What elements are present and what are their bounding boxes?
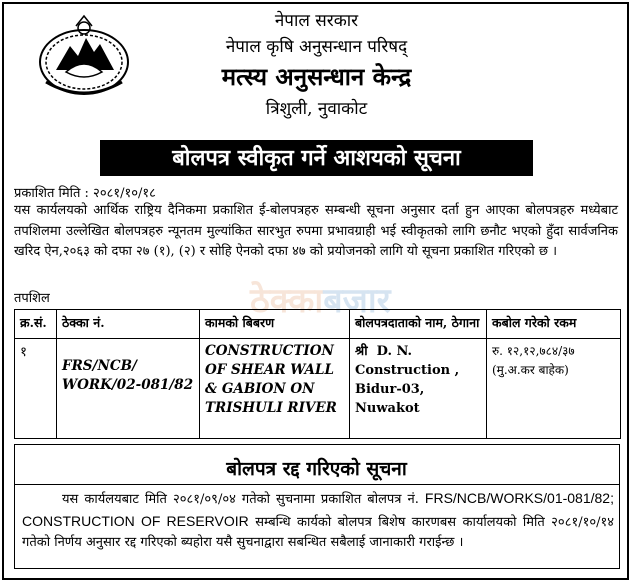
cancellation-text — [22, 488, 614, 554]
table-row — [15, 339, 621, 439]
cell-work-description: CONSTRUCTION OF SHEAR WALL & GABION ON TRISHULI RIVER — [200, 339, 350, 439]
cell-contract-number: FRS/NCB/ WORK/02-081/82 — [57, 339, 200, 439]
bidder-name: D. N. Construction , — [355, 344, 460, 378]
col-header-sn: क्र.सं. — [15, 310, 57, 339]
cell-amount — [487, 339, 621, 439]
cancellation-divider — [14, 484, 620, 485]
bid-amount-note: (मु.अ.कर बाहेक) — [492, 363, 569, 377]
cancellation-text-start: यस कार्यलयबाट मिति २०८१/०९/०४ गतेको सुचनामा प्रकाशित बोलपत्र नं. — [62, 492, 419, 507]
header-government: नेपाल सरकार — [274, 11, 359, 31]
details-label: तपशिल — [14, 291, 50, 306]
col-header-contract: ठेक्का नं. — [57, 310, 200, 339]
col-header-amount: कबोल गरेको रकम — [487, 310, 621, 339]
header-office: मत्स्य अनुसन्धान केन्द्र — [221, 62, 412, 91]
watermark-part1: ठेक्का — [250, 281, 324, 321]
notice-paragraph: यस कार्यलयको आर्थिक राष्ट्रिय दैनिकमा प्रकाशित ई-बोलपत्रहरु सम्बन्धी सूचना अनुसार दर्ता हुन आएका बोलपत्रहरु मध्येबाट तपशिलमा उल्लेखित बोलपत्रहरु न्यूनतम मुल्यांकित सारभुत रुपमा प्रभावग्राही भई स्वीकृतको लागि छनौट भएको हुँदा सार्वजनिक खरिद ऐन,२०६३ को दफा २७ (१), (२) र सोहि ऐनको दफा ४७ को प्रयोजनको लागि यो सूचना प्रकाशित गरिएको छ । — [14, 203, 618, 259]
bidder-name-line — [355, 342, 481, 380]
cell-sn: १ — [15, 339, 57, 439]
bid-amount: रु. १२,१२,७८४/३७ — [492, 344, 575, 358]
award-table — [14, 309, 621, 439]
notice-title-banner: बोलपत्र स्वीकृत गर्ने आशयको सूचना — [100, 140, 533, 176]
col-header-work: कामको बिबरण — [200, 310, 350, 339]
cancellation-text-end: सम्बन्धि कार्यको बोलपत्र बिशेष कारणबस कार्यालयको मिति २०८१/१०/१४ गतेको निर्णय अनुसार रद्द गरिएको ब्यहोरा यसै सुचनाद्वारा सबन्धित सबैलाई जानाकारी गराईन्छ । — [22, 514, 615, 550]
watermark-part2: बजार — [323, 281, 391, 321]
cancelled-contract-reference: FRS/NCB/WORKS/01-081/82; CONSTRUCTION OF RESERVOIR — [22, 490, 614, 529]
published-date: प्रकाशित मिति : २०८१/१०/१८ — [14, 186, 156, 201]
table-header-row — [15, 310, 621, 339]
header-location: त्रिशुली, नुवाकोट — [265, 99, 368, 119]
cancellation-title: बोलपत्र रद्द गरिएको सूचना — [226, 458, 407, 480]
cell-bidder — [350, 339, 487, 439]
header-council: नेपाल कृषि अनुसन्धान परिषद् — [225, 37, 408, 57]
bidder-address: Bidur-03, Nuwakot — [355, 382, 425, 416]
bidder-prefix: श्री — [355, 344, 368, 359]
col-header-bidder: बोलपत्रदाताको नाम, ठेगाना — [350, 310, 487, 339]
